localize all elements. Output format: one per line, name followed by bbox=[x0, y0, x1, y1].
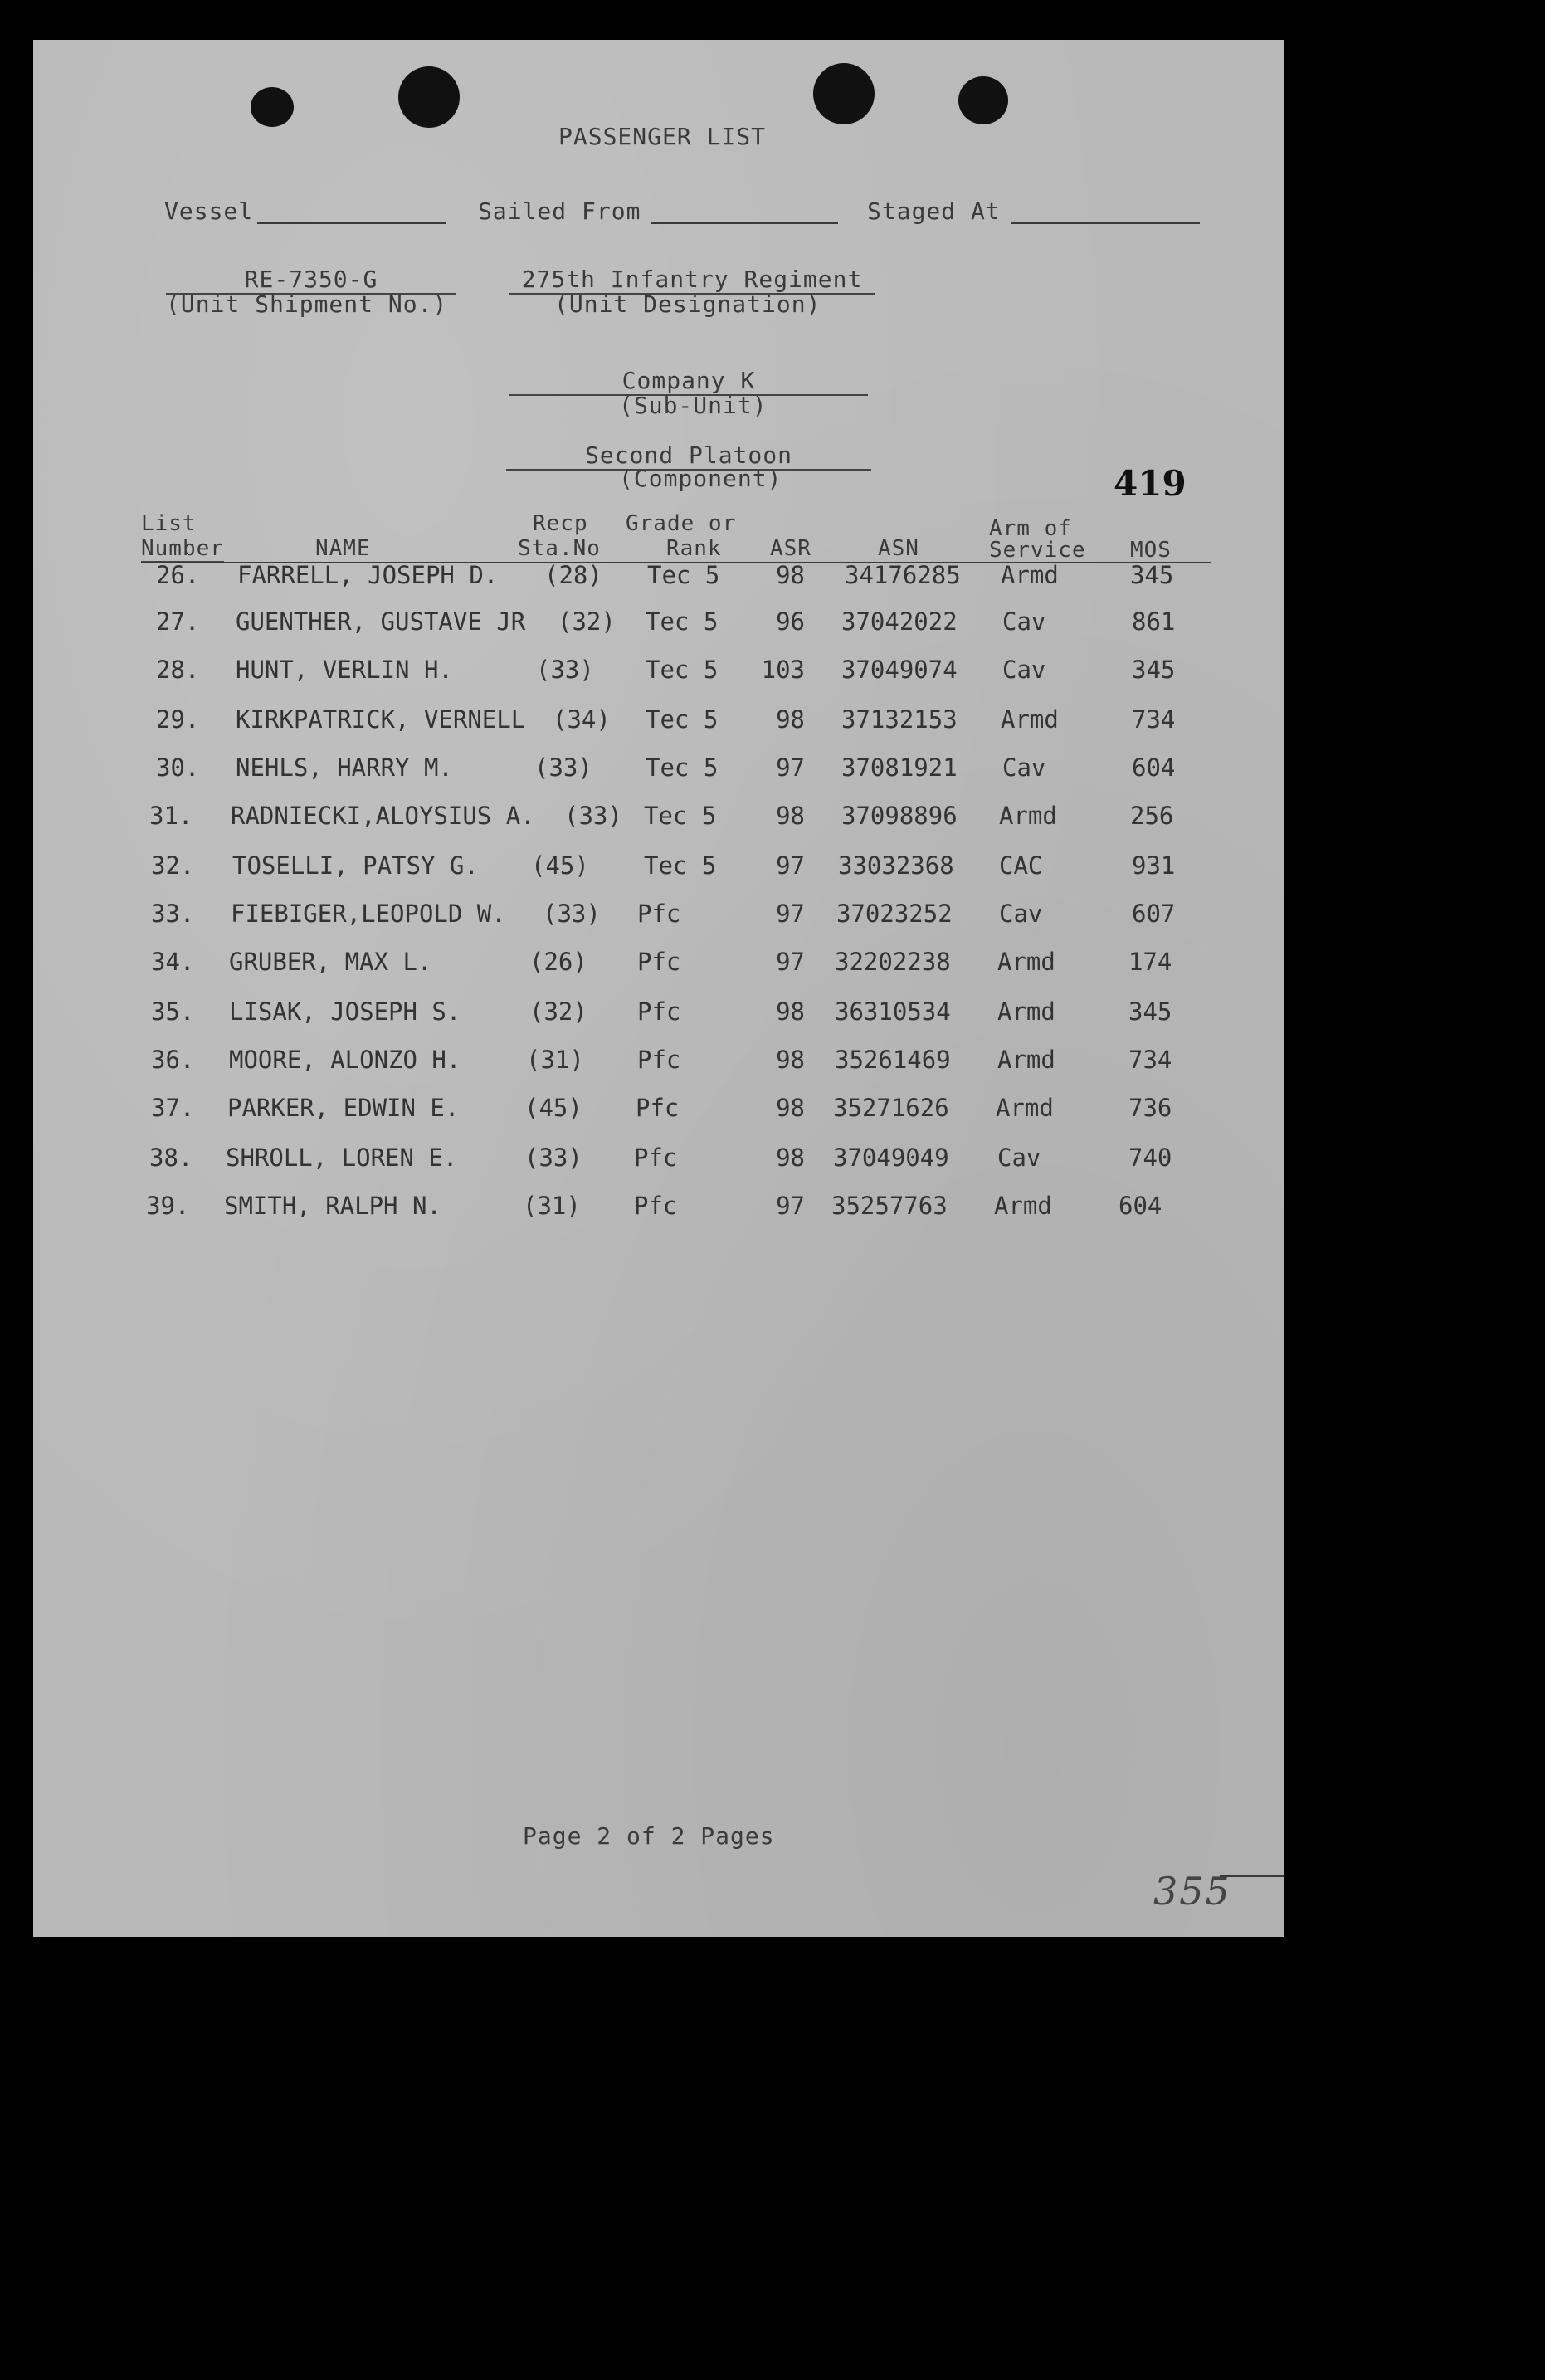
cell-sta: (33) bbox=[543, 900, 601, 928]
cell-name: TOSELLI, PATSY G. bbox=[232, 851, 479, 880]
cell-num: 37. bbox=[151, 1094, 195, 1122]
unit-shipment-no: RE-7350-G bbox=[166, 266, 456, 295]
table-row bbox=[33, 1046, 1284, 1079]
cell-sta: (31) bbox=[523, 1192, 581, 1220]
cell-mos: 604 bbox=[1119, 1192, 1162, 1220]
cell-rank: Tec 5 bbox=[644, 851, 717, 880]
cell-asr: 98 bbox=[776, 1144, 805, 1172]
cell-num: 38. bbox=[149, 1144, 193, 1172]
page-title: PASSENGER LIST bbox=[558, 123, 767, 150]
cell-mos: 604 bbox=[1132, 754, 1176, 782]
cell-sta: (26) bbox=[529, 948, 587, 976]
cell-num: 29. bbox=[156, 705, 200, 734]
cell-mos: 861 bbox=[1132, 607, 1176, 636]
cell-name: GRUBER, MAX L. bbox=[229, 948, 432, 976]
staged-at-blank bbox=[1011, 222, 1200, 224]
cell-mos: 607 bbox=[1132, 900, 1176, 928]
cell-mos: 740 bbox=[1128, 1144, 1172, 1172]
handwritten-number: 355 bbox=[1153, 1869, 1231, 1914]
cell-asr: 98 bbox=[776, 1046, 805, 1074]
cell-asn: 34176285 bbox=[845, 561, 961, 589]
cell-sta: (33) bbox=[536, 656, 594, 684]
cell-name: FIEBIGER,LEOPOLD W. bbox=[231, 900, 506, 928]
table-row bbox=[33, 607, 1284, 641]
cell-num: 39. bbox=[146, 1192, 190, 1220]
cell-rank: Tec 5 bbox=[646, 705, 719, 734]
cell-asn: 37049074 bbox=[841, 656, 958, 684]
cell-arm: Cav bbox=[1002, 754, 1046, 782]
col-recp-2: Sta.No bbox=[518, 536, 601, 561]
table-row bbox=[33, 1192, 1284, 1225]
table-row bbox=[33, 754, 1284, 787]
table-row bbox=[33, 561, 1284, 594]
cell-arm: Armd bbox=[997, 948, 1055, 976]
cell-num: 28. bbox=[156, 656, 200, 684]
cell-sta: (32) bbox=[529, 997, 587, 1026]
cell-asr: 98 bbox=[776, 561, 805, 589]
punch-hole bbox=[958, 76, 1008, 124]
col-grade-1: Grade or bbox=[626, 511, 737, 536]
cell-arm: Armd bbox=[997, 1046, 1055, 1074]
cell-mos: 736 bbox=[1128, 1094, 1172, 1122]
vessel-label: Vessel bbox=[164, 198, 254, 225]
sailed-from-blank bbox=[651, 222, 838, 224]
punch-hole bbox=[813, 63, 875, 124]
cell-asr: 98 bbox=[776, 997, 805, 1026]
col-recp-1: Recp bbox=[533, 511, 588, 536]
cell-name: PARKER, EDWIN E. bbox=[227, 1094, 460, 1122]
cell-asn: 37081921 bbox=[841, 754, 958, 782]
cell-arm: Armd bbox=[1001, 705, 1059, 734]
cell-arm: Cav bbox=[1002, 656, 1046, 684]
cell-arm: Cav bbox=[997, 1144, 1041, 1172]
table-row bbox=[33, 997, 1284, 1031]
cell-rank: Pfc bbox=[637, 1046, 681, 1074]
cell-asr: 98 bbox=[776, 705, 805, 734]
cell-sta: (32) bbox=[558, 607, 616, 636]
cell-arm: Armd bbox=[1001, 561, 1059, 589]
table-row bbox=[33, 656, 1284, 689]
cell-sta: (34) bbox=[553, 705, 611, 734]
cell-rank: Pfc bbox=[637, 948, 681, 976]
cell-sta: (33) bbox=[564, 802, 622, 830]
cell-rank: Pfc bbox=[637, 997, 681, 1026]
cell-name: FARRELL, JOSEPH D. bbox=[237, 561, 499, 589]
cell-asr: 97 bbox=[776, 900, 805, 928]
unit-shipment-caption: (Unit Shipment No.) bbox=[166, 290, 448, 318]
table-row bbox=[33, 1144, 1284, 1177]
cell-asn: 33032368 bbox=[838, 851, 954, 880]
staged-at-label: Staged At bbox=[867, 198, 1001, 225]
cell-mos: 734 bbox=[1128, 1046, 1172, 1074]
cell-asn: 37132153 bbox=[841, 705, 958, 734]
cell-num: 34. bbox=[151, 948, 195, 976]
col-arm-1: Arm of bbox=[989, 516, 1072, 541]
cell-rank: Pfc bbox=[634, 1192, 678, 1220]
cell-sta: (33) bbox=[534, 754, 592, 782]
cell-asr: 103 bbox=[761, 656, 805, 684]
cell-rank: Tec 5 bbox=[644, 802, 717, 830]
cell-num: 33. bbox=[151, 900, 195, 928]
cell-arm: Armd bbox=[996, 1094, 1054, 1122]
cell-arm: Armd bbox=[999, 802, 1057, 830]
cell-asr: 97 bbox=[776, 948, 805, 976]
cell-mos: 345 bbox=[1132, 656, 1176, 684]
cell-asr: 98 bbox=[776, 802, 805, 830]
cell-asn: 37042022 bbox=[841, 607, 958, 636]
table-row bbox=[33, 851, 1284, 885]
component: Second Platoon bbox=[506, 441, 871, 471]
table-row bbox=[33, 900, 1284, 933]
document-page bbox=[33, 40, 1284, 1937]
cell-name: LISAK, JOSEPH S. bbox=[229, 997, 461, 1026]
cell-rank: Tec 5 bbox=[646, 607, 719, 636]
col-mos: MOS bbox=[1130, 538, 1172, 563]
table-row bbox=[33, 705, 1284, 739]
cell-arm: Cav bbox=[1002, 607, 1046, 636]
cell-asn: 37098896 bbox=[841, 802, 958, 830]
cell-name: NEHLS, HARRY M. bbox=[236, 754, 453, 782]
table-row bbox=[33, 948, 1284, 981]
col-list-number-1: List bbox=[141, 511, 197, 536]
unit-designation: 275th Infantry Regiment bbox=[509, 266, 875, 295]
col-list-number-2: Number bbox=[141, 536, 224, 561]
cell-num: 26. bbox=[156, 561, 200, 589]
cell-num: 31. bbox=[149, 802, 193, 830]
cell-mos: 256 bbox=[1130, 802, 1174, 830]
page-footer: Page 2 of 2 Pages bbox=[523, 1822, 775, 1850]
cell-mos: 734 bbox=[1132, 705, 1176, 734]
cell-num: 36. bbox=[151, 1046, 195, 1074]
cell-asr: 96 bbox=[776, 607, 805, 636]
col-asn: ASN bbox=[878, 536, 919, 561]
col-arm-2: Service bbox=[989, 538, 1086, 563]
cell-name: SMITH, RALPH N. bbox=[224, 1192, 441, 1220]
col-asr: ASR bbox=[770, 536, 811, 561]
cell-arm: Armd bbox=[997, 997, 1055, 1026]
cell-name: RADNIECKI,ALOYSIUS A. bbox=[231, 802, 535, 830]
cell-sta: (28) bbox=[544, 561, 602, 589]
cell-asr: 97 bbox=[776, 1192, 805, 1220]
cell-sta: (31) bbox=[526, 1046, 584, 1074]
cell-rank: Tec 5 bbox=[647, 561, 720, 589]
cell-asn: 35261469 bbox=[835, 1046, 951, 1074]
cell-asr: 97 bbox=[776, 851, 805, 880]
sailed-from-label: Sailed From bbox=[478, 198, 641, 225]
handwritten-stroke bbox=[1220, 1875, 1284, 1877]
cell-rank: Pfc bbox=[637, 900, 681, 928]
cell-asn: 32202238 bbox=[835, 948, 951, 976]
cell-asn: 37049049 bbox=[833, 1144, 949, 1172]
table-row bbox=[33, 802, 1284, 835]
stamp-number: 419 bbox=[1114, 463, 1187, 504]
cell-mos: 345 bbox=[1128, 997, 1172, 1026]
cell-sta: (45) bbox=[531, 851, 589, 880]
cell-rank: Pfc bbox=[634, 1144, 678, 1172]
cell-sta: (33) bbox=[524, 1144, 582, 1172]
cell-name: KIRKPATRICK, VERNELL bbox=[236, 705, 526, 734]
cell-num: 27. bbox=[156, 607, 200, 636]
cell-name: MOORE, ALONZO H. bbox=[229, 1046, 461, 1074]
cell-name: SHROLL, LOREN E. bbox=[226, 1144, 458, 1172]
unit-designation-caption: (Unit Designation) bbox=[554, 290, 821, 318]
cell-asr: 98 bbox=[776, 1094, 805, 1122]
table-row bbox=[33, 1094, 1284, 1127]
cell-arm: Armd bbox=[994, 1192, 1052, 1220]
cell-rank: Tec 5 bbox=[646, 754, 719, 782]
cell-rank: Pfc bbox=[636, 1094, 680, 1122]
punch-hole bbox=[398, 66, 460, 128]
col-name: NAME bbox=[315, 536, 371, 561]
cell-name: GUENTHER, GUSTAVE JR bbox=[236, 607, 526, 636]
cell-num: 35. bbox=[151, 997, 195, 1026]
cell-asr: 97 bbox=[776, 754, 805, 782]
col-grade-2: Rank bbox=[666, 536, 722, 561]
cell-num: 30. bbox=[156, 754, 200, 782]
cell-mos: 174 bbox=[1128, 948, 1172, 976]
sub-unit: Company K bbox=[509, 367, 868, 396]
punch-hole bbox=[251, 87, 294, 127]
cell-asn: 35271626 bbox=[833, 1094, 949, 1122]
cell-asn: 37023252 bbox=[836, 900, 953, 928]
cell-mos: 345 bbox=[1130, 561, 1174, 589]
cell-asn: 36310534 bbox=[835, 997, 951, 1026]
cell-sta: (45) bbox=[524, 1094, 582, 1122]
component-caption: (Component) bbox=[619, 465, 782, 492]
cell-mos: 931 bbox=[1132, 851, 1176, 880]
sub-unit-caption: (Sub-Unit) bbox=[619, 392, 768, 419]
cell-num: 32. bbox=[151, 851, 195, 880]
cell-arm: CAC bbox=[999, 851, 1043, 880]
vessel-blank bbox=[257, 222, 446, 224]
cell-arm: Cav bbox=[999, 900, 1043, 928]
cell-rank: Tec 5 bbox=[646, 656, 719, 684]
cell-name: HUNT, VERLIN H. bbox=[236, 656, 453, 684]
cell-asn: 35257763 bbox=[831, 1192, 948, 1220]
